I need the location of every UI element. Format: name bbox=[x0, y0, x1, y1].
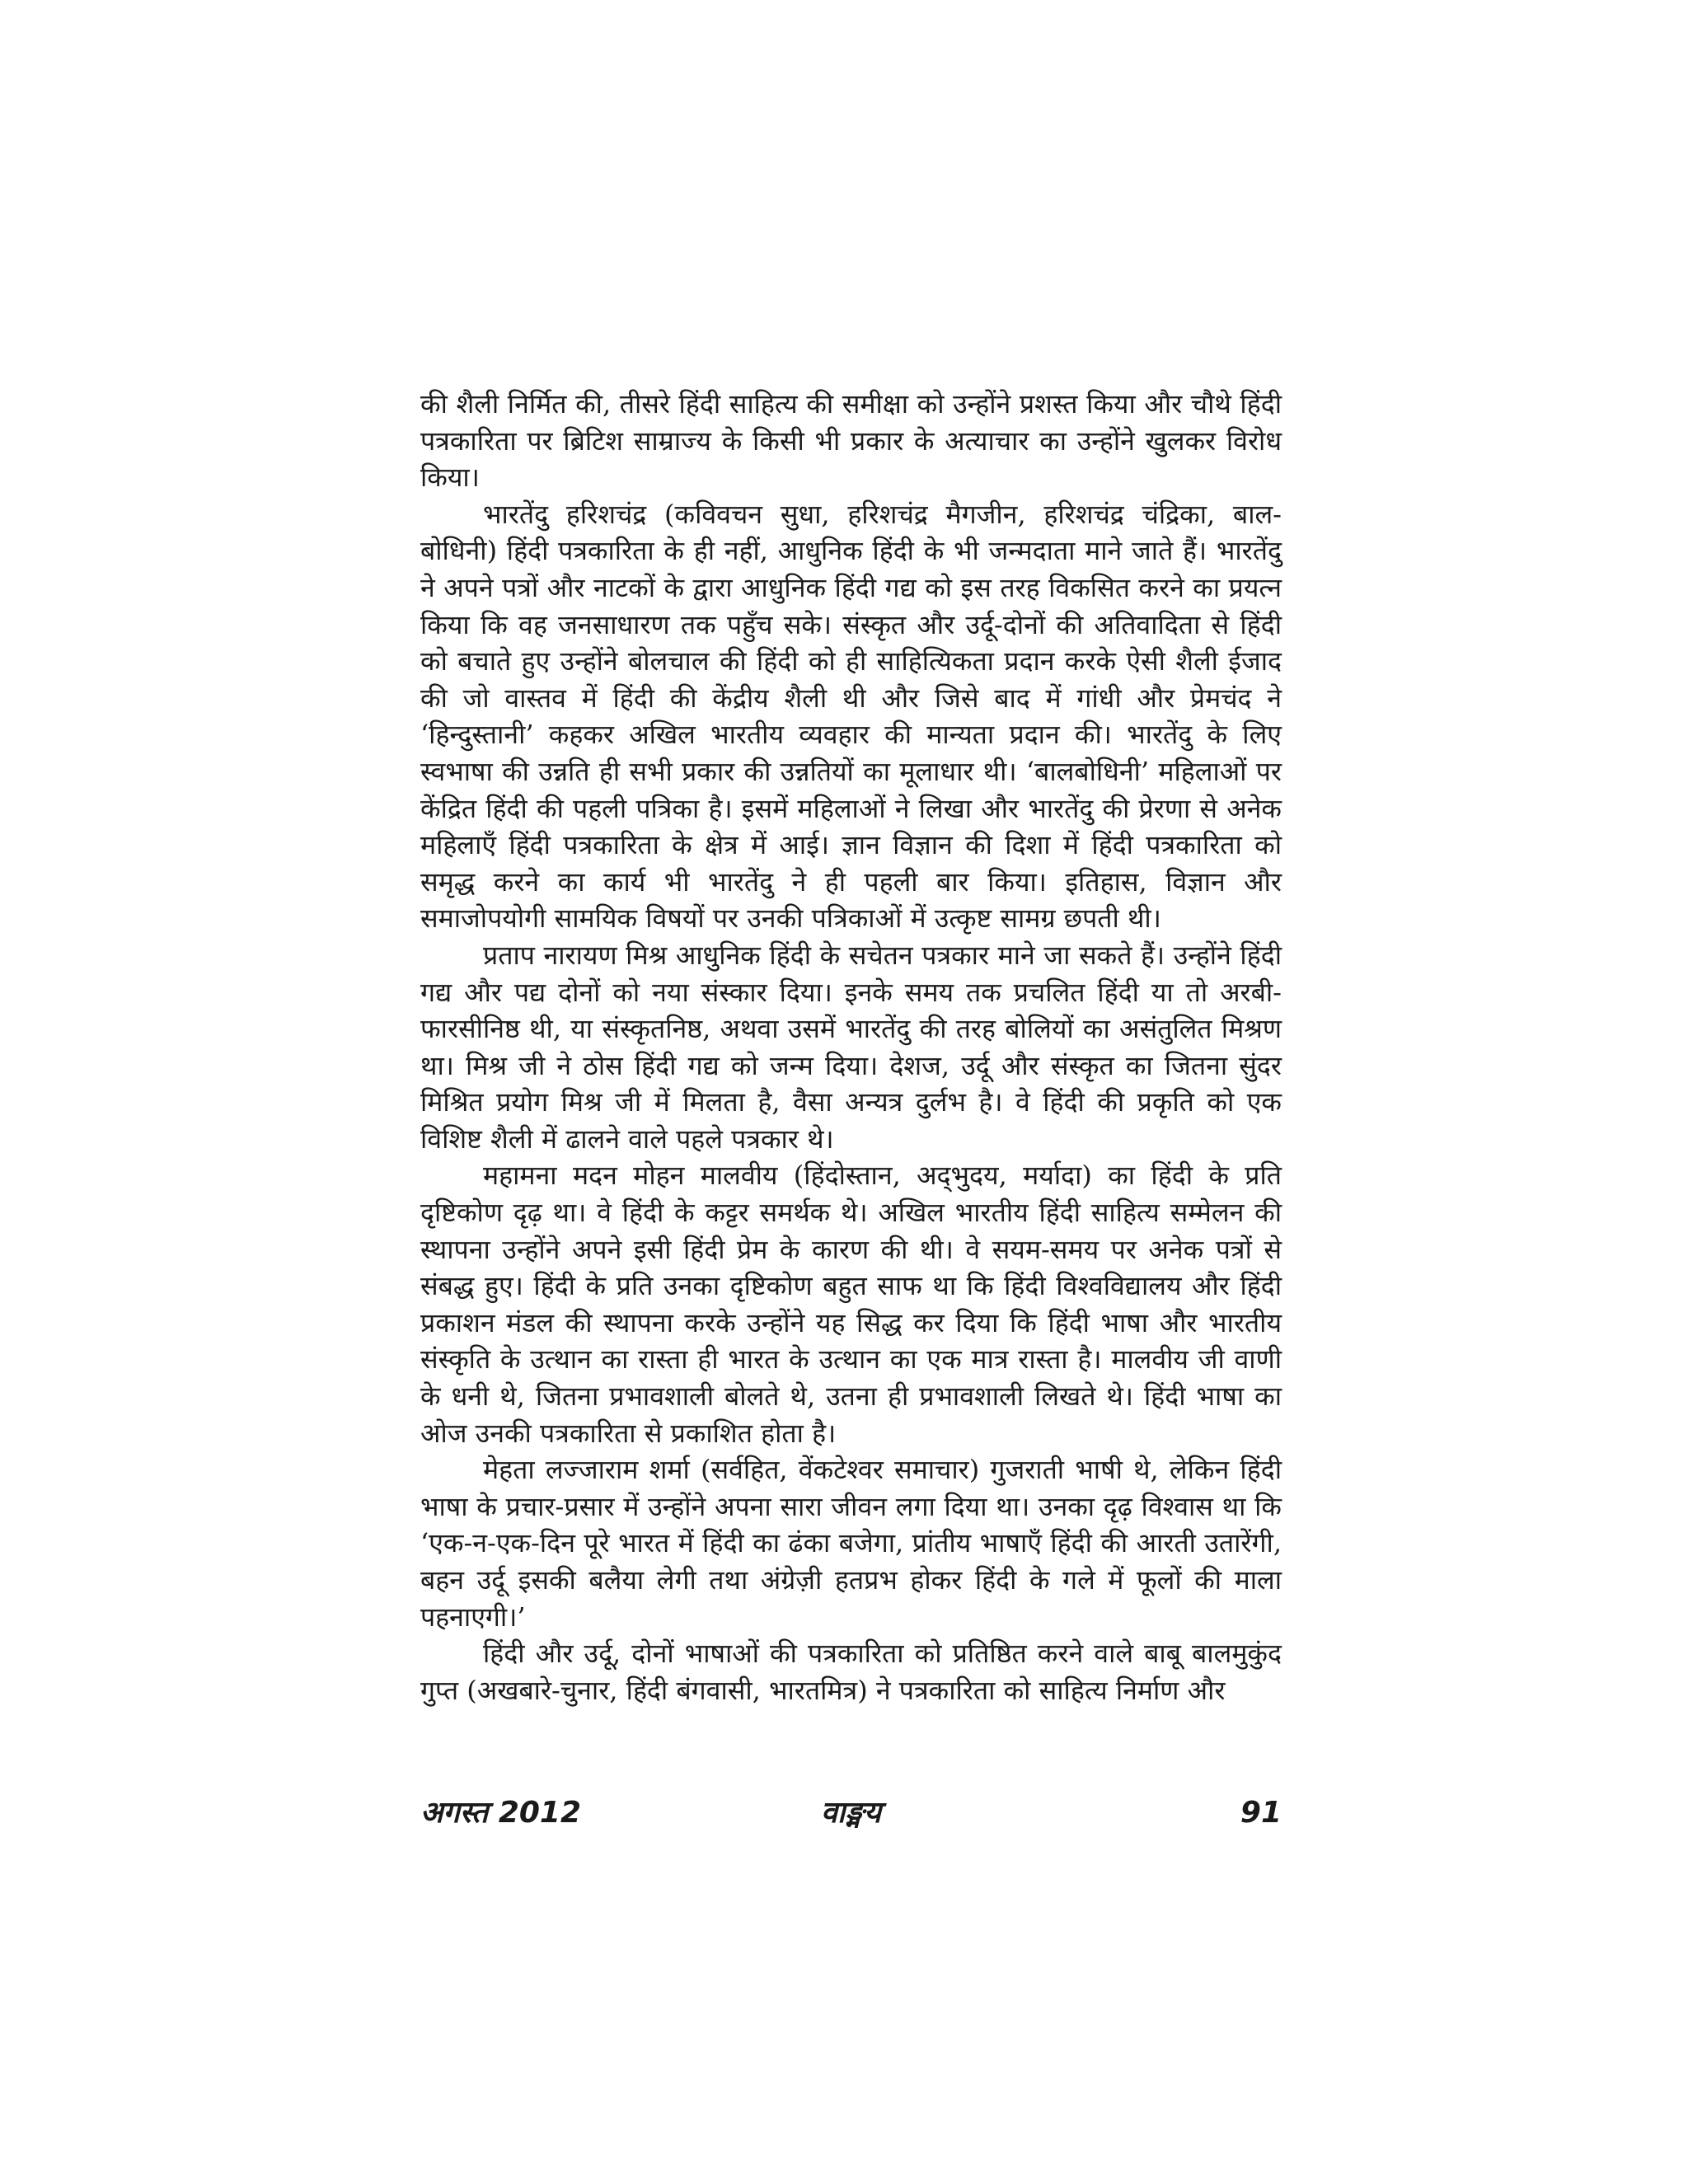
page-number: 91 bbox=[1240, 1796, 1282, 1830]
page-body bbox=[420, 386, 1282, 1708]
paragraph-mehta-lajjaram-sharma: मेहता लज्जाराम शर्मा (सर्वहित, वेंकटेश्वर समाचार) गुजराती भाषी थे, लेकिन हिंदी भाषा के प्रचार-प्रसार में उन्होंने अपना सारा जीवन लगा दिया था। उनका दृढ़ विश्वास था कि ‘एक-न-एक-दिन पूरे भारत में हिंदी का ढंका बजेगा, प्रांतीय भाषाएँ हिंदी की आरती उतारेंगी, बहन उर्दू इसकी बलैया लेगी तथा अंग्रेज़ी हतप्रभ होकर हिंदी के गले में फूलों की माला पहनाएगी।’ bbox=[420, 1454, 1282, 1633]
footer-date: अगस्त 2012 bbox=[420, 1796, 582, 1830]
paragraph-pratap-narayan-mishra: प्रताप नारायण मिश्र आधुनिक हिंदी के सचेतन पत्रकार माने जा सकते हैं। उन्होंने हिंदी गद्य और पद्य दोनों को नया संस्कार दिया। इनके समय तक प्रचलित हिंदी या तो अरबी-फारसीनिष्ठ थी, या संस्कृतनिष्ठ, अथवा उसमें भारतेंदु की तरह बोलियों का असंतुलित मिश्रण था। मिश्र जी ने ठोस हिंदी गद्य को जन्म दिया। देशज, उर्दू और संस्कृत का जितना सुंदर मिश्रित प्रयोग मिश्र जी में मिलता है, वैसा अन्यत्र दुर्लभ है। वे हिंदी की प्रकृति को एक विशिष्ट शैली में ढालने वाले पहले पत्रकार थे। bbox=[420, 939, 1282, 1155]
paragraph-madan-mohan-malaviya: महामना मदन मोहन मालवीय (हिंदोस्तान, अद्‌भुदय, मर्यादा) का हिंदी के प्रति दृष्टिकोण दृढ़ था। वे हिंदी के कट्टर समर्थक थे। अखिल भारतीय हिंदी साहित्य सम्मेलन की स्थापना उन्होंने अपने इसी हिंदी प्रेम के कारण की थी। वे सयम-समय पर अनेक पत्रों से संबद्ध हुए। हिंदी के प्रति उनका दृष्टिकोण बहुत साफ था कि हिंदी विश्वविद्यालय और हिंदी प्रकाशन मंडल की स्थापना करके उन्होंने यह सिद्ध कर दिया कि हिंदी भाषा और भारतीय संस्कृति के उत्थान का रास्ता ही भारत के उत्थान का एक मात्र रास्ता है। मालवीय जी वाणी के धनी थे, जितना प्रभावशाली बोलते थे, उतना ही प्रभावशाली लिखते थे। हिंदी भाषा का ओज उनकी पत्रकारिता से प्रकाशित होता है। bbox=[420, 1160, 1282, 1449]
paragraph-bharatendu: भारतेंदु हरिशचंद्र (कविवचन सुधा, हरिशचंद्र मैगजीन, हरिशचंद्र चंद्रिका, बाल-बोधिनी) हिंदी पत्रकारिता के ही नहीं, आधुनिक हिंदी के भी जन्मदाता माने जाते हैं। भारतेंदु ने अपने पत्रों और नाटकों के द्वारा आधुनिक हिंदी गद्य को इस तरह विकसित करने का प्रयत्न किया कि वह जनसाधारण तक पहुँच सके। संस्कृत और उर्दू-दोनों की अतिवादिता से हिंदी को बचाते हुए उन्होंने बोलचाल की हिंदी को ही साहित्यिकता प्रदान करके ऐसी शैली ईजाद की जो वास्तव में हिंदी की केंद्रीय शैली थी और जिसे बाद में गांधी और प्रेमचंद ने ‘हिन्दुस्तानी’ कहकर अखिल भारतीय व्यवहार की मान्यता प्रदान की। भारतेंदु के लिए स्वभाषा की उन्नति ही सभी प्रकार की उन्नतियों का मूलाधार थी। ‘बालबोधिनी’ महिलाओं पर केंद्रित हिंदी की पहली पत्रिका है। इसमें महिलाओं ने लिखा और भारतेंदु की प्रेरणा से अनेक महिलाएँ हिंदी पत्रकारिता के क्षेत्र में आई। ज्ञान विज्ञान की दिशा में हिंदी पत्रकारिता को समृद्ध करने का कार्य भी भारतेंदु ने ही पहली बार किया। इतिहास, विज्ञान और समाजोपयोगी सामयिक विषयों पर उनकी पत्रिकाओं में उत्कृष्ट सामग्र छपती थी। bbox=[420, 498, 1282, 935]
footer-journal-title: वाङ्मय bbox=[820, 1796, 881, 1830]
paragraph-balmukund-gupt: हिंदी और उर्दू, दोनों भाषाओं की पत्रकारिता को प्रतिष्ठित करने वाले बाबू बालमुकुंद गुप्त (अखबारे-चुनार, हिंदी बंगवासी, भारतमित्र) ने पत्रकारिता को साहित्य निर्माण और bbox=[420, 1638, 1282, 1706]
page-footer bbox=[420, 1790, 1282, 1836]
paragraph-continuation: की शैली निर्मित की, तीसरे हिंदी साहित्य की समीक्षा को उन्होंने प्रशस्त किया और चौथे हिंदी पत्रकारिता पर ब्रिटिश साम्राज्य के किसी भी प्रकार के अत्याचार का उन्होंने खुलकर विरोध किया। bbox=[420, 388, 1282, 494]
